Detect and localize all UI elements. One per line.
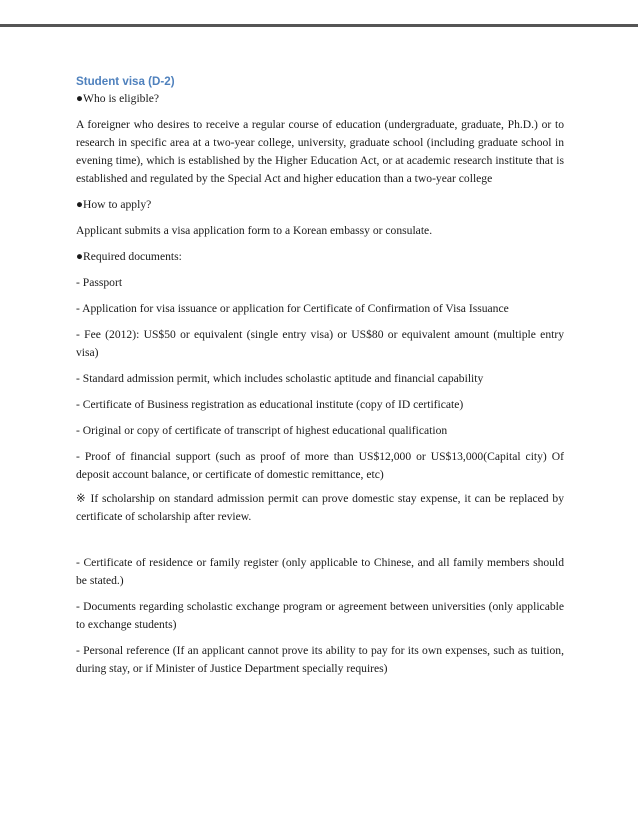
apply-text: Applicant submits a visa application form to a Korean embassy or consulate.: [76, 224, 433, 237]
scholarship-note: ※ If scholarship on standard admission permit can prove domestic stay expense, it can be replaced by certificate of scholarship after review.: [76, 492, 564, 523]
doc-item-passport: - Passport: [76, 276, 123, 289]
doc-item-transcript: - Original or copy of certificate of transcript of highest educational qualification: [76, 424, 448, 437]
document-body: [76, 74, 564, 686]
eligibility-question: ●Who is eligible?: [76, 92, 159, 105]
doc-item-exchange-program: - Documents regarding scholastic exchange program or agreement between universities (only applicable to exchange students): [76, 600, 564, 631]
doc-item-residence: - Certificate of residence or family register (only applicable to Chinese, and all family members should be stated.): [76, 556, 564, 587]
eligibility-text: A foreigner who desires to receive a regular course of education (undergraduate, graduate, Ph.D.) or to research in specific area at a two-year college, university, graduate school (including graduate school in evening time), which is established by the Higher Education Act, or at academic research institute that is established and regulated by the Special Act and higher education than a two-year college: [76, 118, 564, 185]
doc-item-personal-reference: - Personal reference (If an applicant cannot prove its ability to pay for its own expenses, such as tuition, during stay, or if Minister of Justice Department specially requires): [76, 644, 564, 675]
spacer: [76, 534, 564, 554]
doc-item-financial-support: - Proof of financial support (such as proof of more than US$12,000 or US$13,000(Capital city) Of deposit account balance, or certificate of domestic remittance, etc): [76, 450, 564, 481]
doc-item-business-registration: - Certificate of Business registration as educational institute (copy of ID certificate): [76, 398, 464, 411]
doc-item-application: - Application for visa issuance or application for Certificate of Confirmation of Visa Issuance: [76, 302, 509, 315]
top-rule: [0, 24, 638, 27]
doc-item-admission-permit: - Standard admission permit, which includes scholastic aptitude and financial capability: [76, 372, 484, 385]
doc-item-fee: - Fee (2012): US$50 or equivalent (single entry visa) or US$80 or equivalent amount (multiple entry visa): [76, 328, 564, 359]
documents-question: ●Required documents:: [76, 250, 182, 263]
section-heading: Student visa (D-2): [76, 75, 175, 88]
apply-question: ●How to apply?: [76, 198, 152, 211]
